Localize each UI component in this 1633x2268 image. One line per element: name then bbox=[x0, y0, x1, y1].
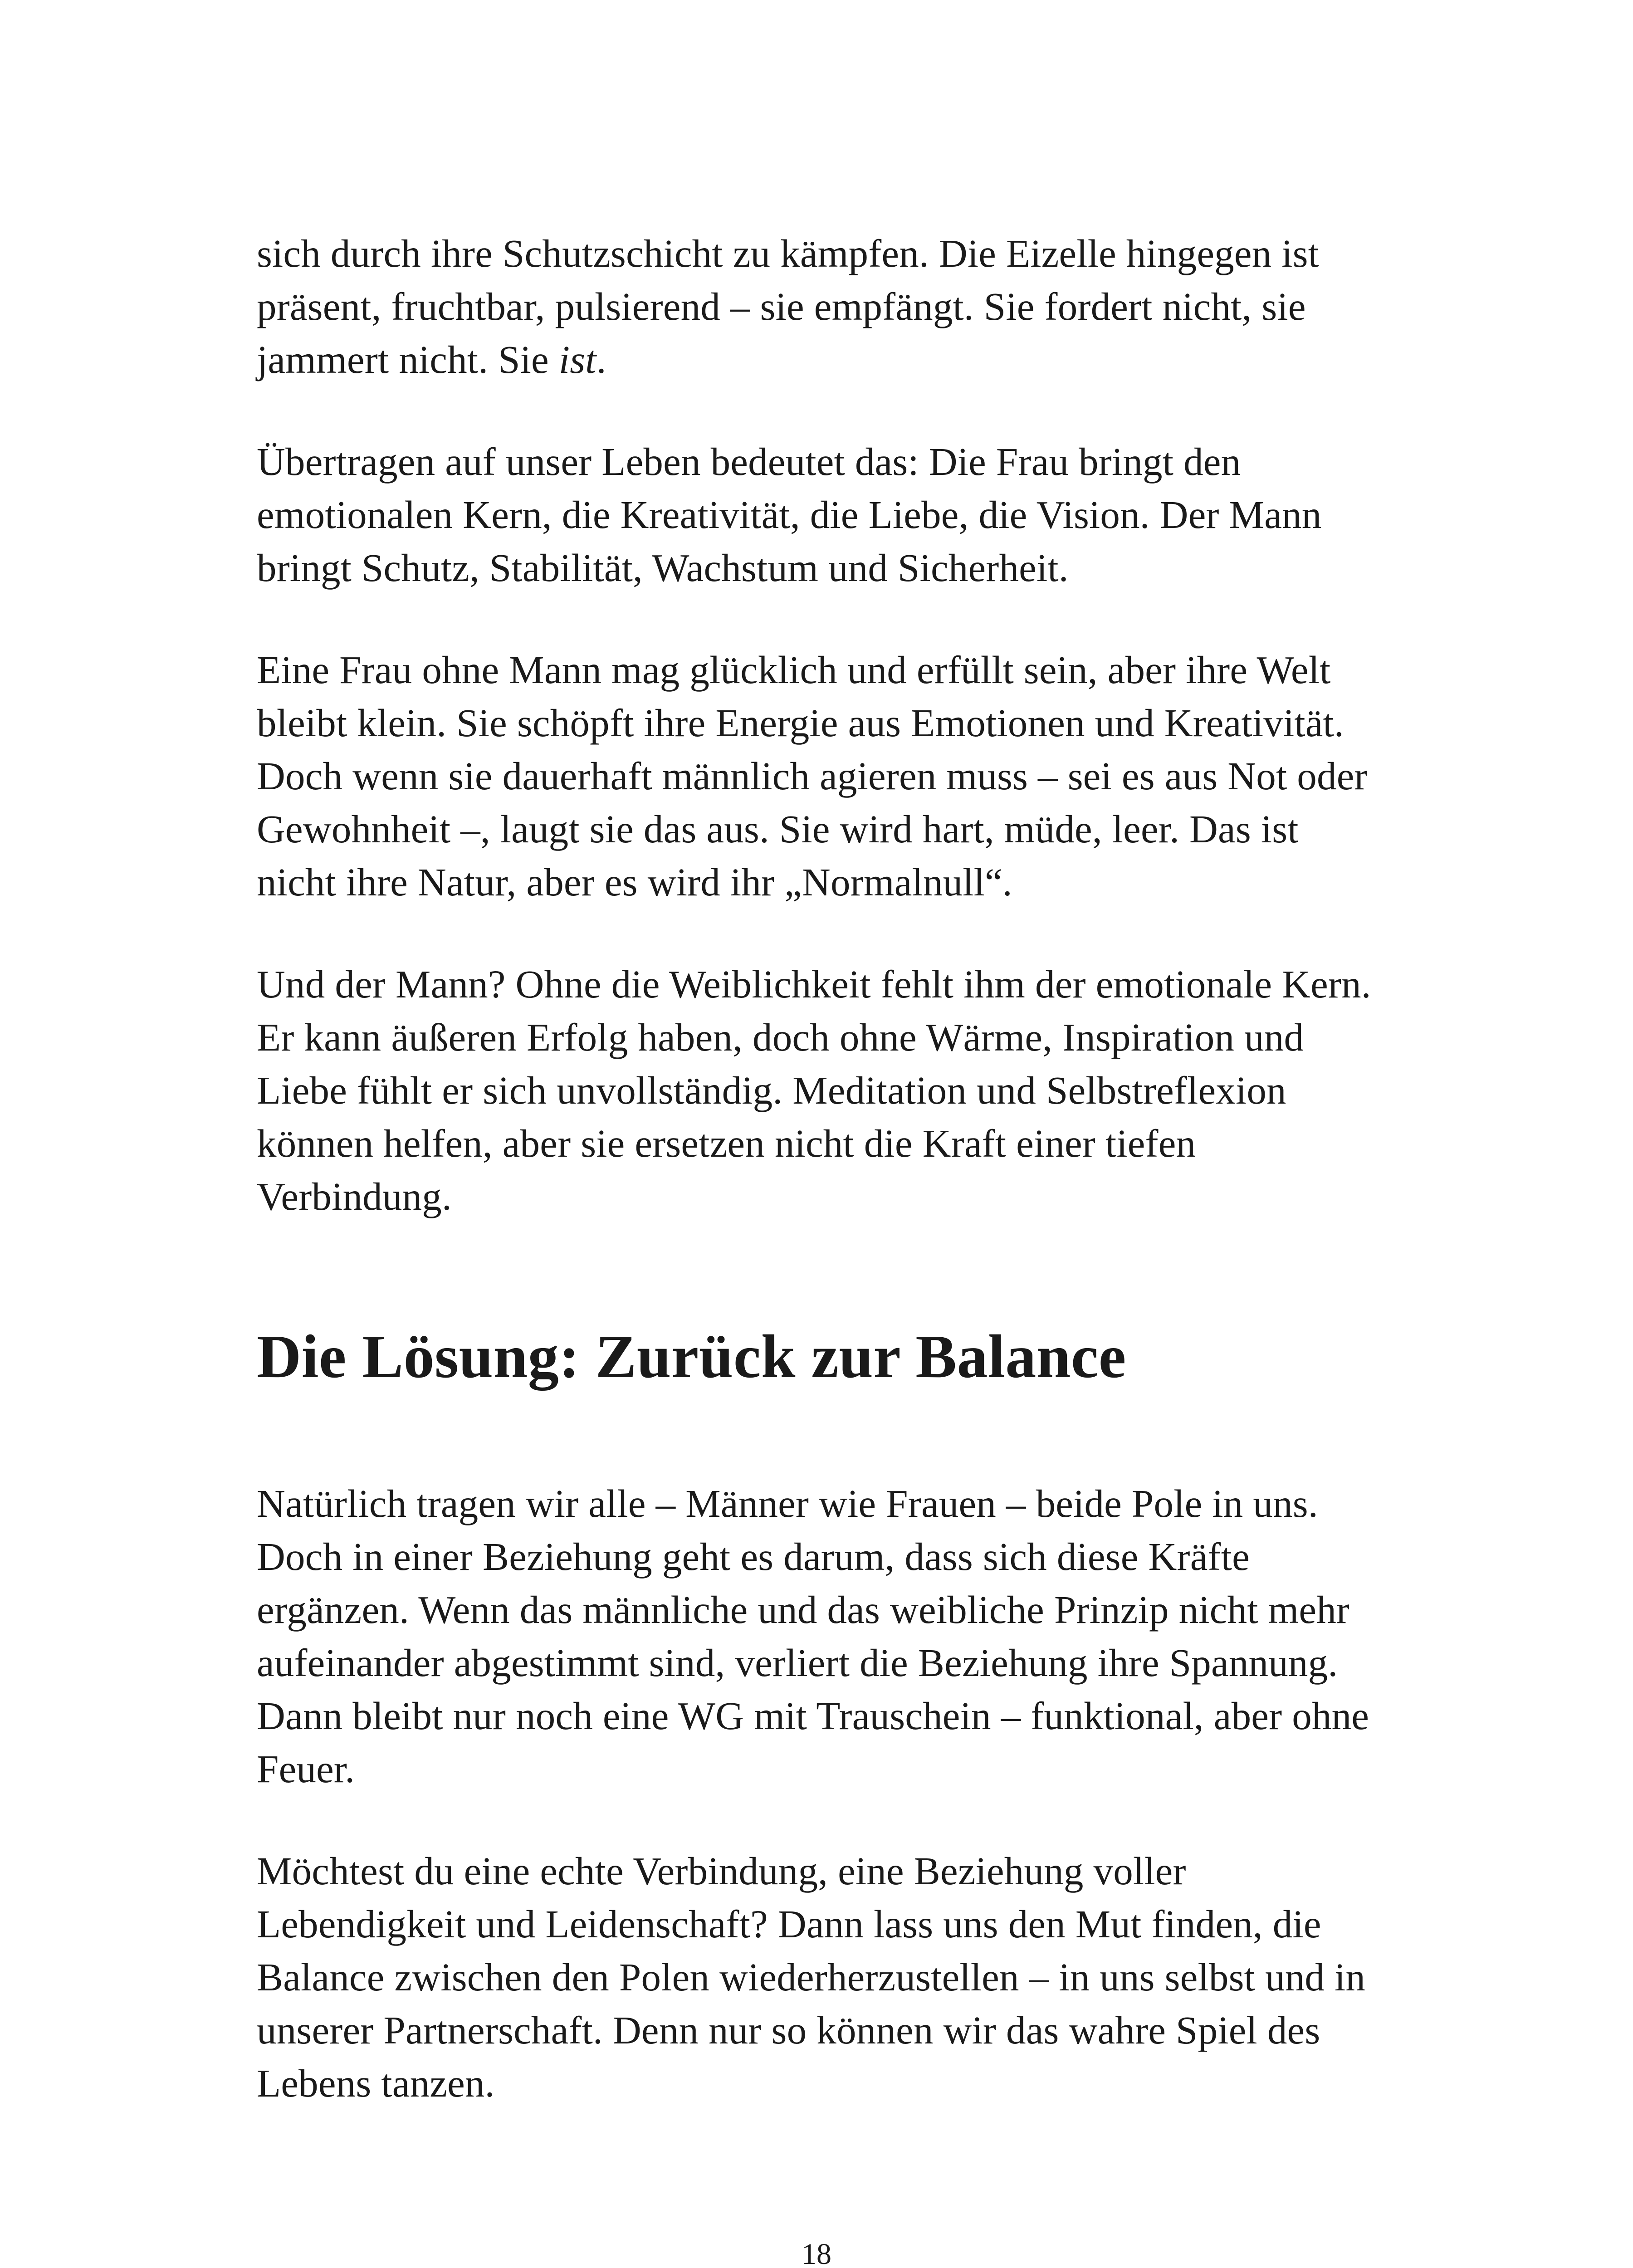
paragraph-und-der-mann: Und der Mann? Ohne die Weiblichkeit fehlt ihm der emotionale Kern. Er kann äußeren Erfolg haben, doch ohne Wärme, Inspiration und Liebe fühlt er sich unvollständig. Meditation und Selbstreflexion können helfen, aber sie ersetzen nicht die Kraft einer tiefen Verbindung. bbox=[257, 962, 1371, 1218]
page-number: 18 bbox=[802, 2238, 831, 2268]
paragraph-eizelle-end: . bbox=[596, 337, 606, 381]
paragraph-eizelle bbox=[257, 227, 1377, 386]
section-heading: Die Lösung: Zurück zur Balance bbox=[257, 1323, 1126, 1391]
paragraph-natuerlich: Natürlich tragen wir alle – Männer wie Frauen – beide Pole in uns. Doch in einer Beziehung geht es darum, dass sich diese Kräfte ergänzen. Wenn das männliche und das weibliche Prinzip nicht mehr aufeinander abgestimmt sind, verliert die Beziehung ihre Spannung. Dann bleibt nur noch eine WG mit Trauschein – funktional, aber ohne Feuer. bbox=[257, 1481, 1369, 1791]
paragraph-uebertragen: Übertragen auf unser Leben bedeutet das: Die Frau bringt den emotionalen Kern, die Kreativität, die Liebe, die Vision. Der Mann bringt Schutz, Stabilität, Wachstum und Sicherheit. bbox=[257, 440, 1322, 590]
paragraph-eizelle-text: sich durch ihre Schutzschicht zu kämpfen. Die Eizelle hingegen ist präsent, fruchtbar, pulsierend – sie empfängt. Sie fordert nicht, sie jammert nicht. Sie bbox=[257, 231, 1320, 381]
body-text bbox=[257, 227, 1377, 2159]
emphasis-ist: ist bbox=[558, 337, 596, 381]
paragraph-frau-ohne-mann: Eine Frau ohne Mann mag glücklich und erfüllt sein, aber ihre Welt bleibt klein. Sie schöpft ihre Energie aus Emotionen und Kreativität. Doch wenn sie dauerhaft männlich agieren muss – sei es aus Not oder Gewohnheit –, laugt sie das aus. Sie wird hart, müde, leer. Das ist nicht ihre Natur, aber es wird ihr „Normalnull“. bbox=[257, 648, 1368, 904]
paragraph-moechtest-du: Möchtest du eine echte Verbindung, eine Beziehung voller Lebendigkeit und Leidenschaft? Dann lass uns den Mut finden, die Balance zwischen den Polen wiederherzustellen – in uns selbst und in unserer Partnerschaft. Denn nur so können wir das wahre Spiel des Lebens tanzen. bbox=[257, 1849, 1366, 2105]
